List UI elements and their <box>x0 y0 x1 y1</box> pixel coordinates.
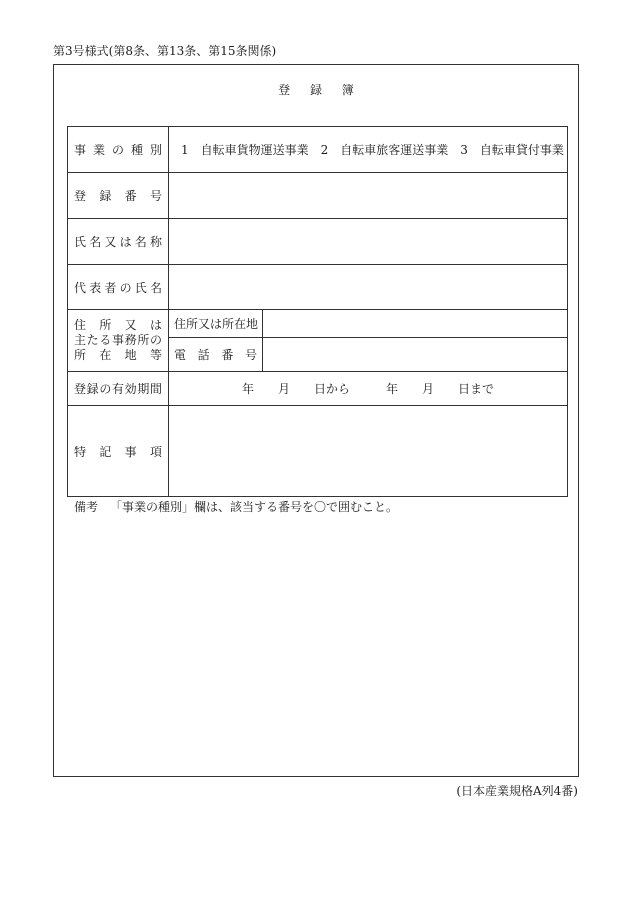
row-business-type <box>68 127 568 173</box>
special-notes-label: 特記事項 <box>68 406 169 497</box>
row-representative <box>68 265 568 310</box>
remark <box>74 498 398 515</box>
name-label: 氏名又は名称 <box>68 219 169 265</box>
phone-field[interactable] <box>263 338 568 372</box>
special-notes-field[interactable] <box>169 406 568 497</box>
business-type-options[interactable]: 1 自転車貨物運送事業 2 自転車旅客運送事業 3 自転車貸付事業 <box>169 127 568 173</box>
business-type-label: 事業の種別 <box>68 127 169 173</box>
address-label <box>68 310 169 372</box>
register-table <box>67 126 568 497</box>
row-registration-number <box>68 173 568 219</box>
register-form-frame <box>53 64 579 777</box>
name-field[interactable] <box>169 219 568 265</box>
phone-sublabel: 電話番号 <box>169 338 263 372</box>
remark-label: 備考 <box>74 500 99 514</box>
registration-number-label: 登録番号 <box>68 173 169 219</box>
address-label-line1: 住所又は <box>74 318 162 332</box>
address-label-line3: 所在地等 <box>74 348 162 362</box>
validity-label: 登録の有効期間 <box>68 372 169 406</box>
row-address <box>68 310 568 338</box>
address-label-line2: 主たる事務所の <box>74 333 162 347</box>
remark-text: 「事業の種別」欄は、該当する番号を〇で囲むこと。 <box>110 500 399 514</box>
form-number-label: 第3号様式(第8条、第13条、第15条関係) <box>53 44 277 58</box>
validity-period-field[interactable]: 年 月 日から 年 月 日まで <box>169 372 568 406</box>
address-field[interactable] <box>263 310 568 338</box>
representative-label: 代表者の氏名 <box>68 265 169 310</box>
row-special-notes <box>68 406 568 497</box>
row-name <box>68 219 568 265</box>
address-sublabel: 住所又は所在地 <box>169 310 263 338</box>
registration-number-field[interactable] <box>169 173 568 219</box>
form-title: 登 録 簿 <box>278 83 362 97</box>
paper-size-note: (日本産業規格A列4番) <box>456 784 578 798</box>
row-validity <box>68 372 568 406</box>
representative-field[interactable] <box>169 265 568 310</box>
